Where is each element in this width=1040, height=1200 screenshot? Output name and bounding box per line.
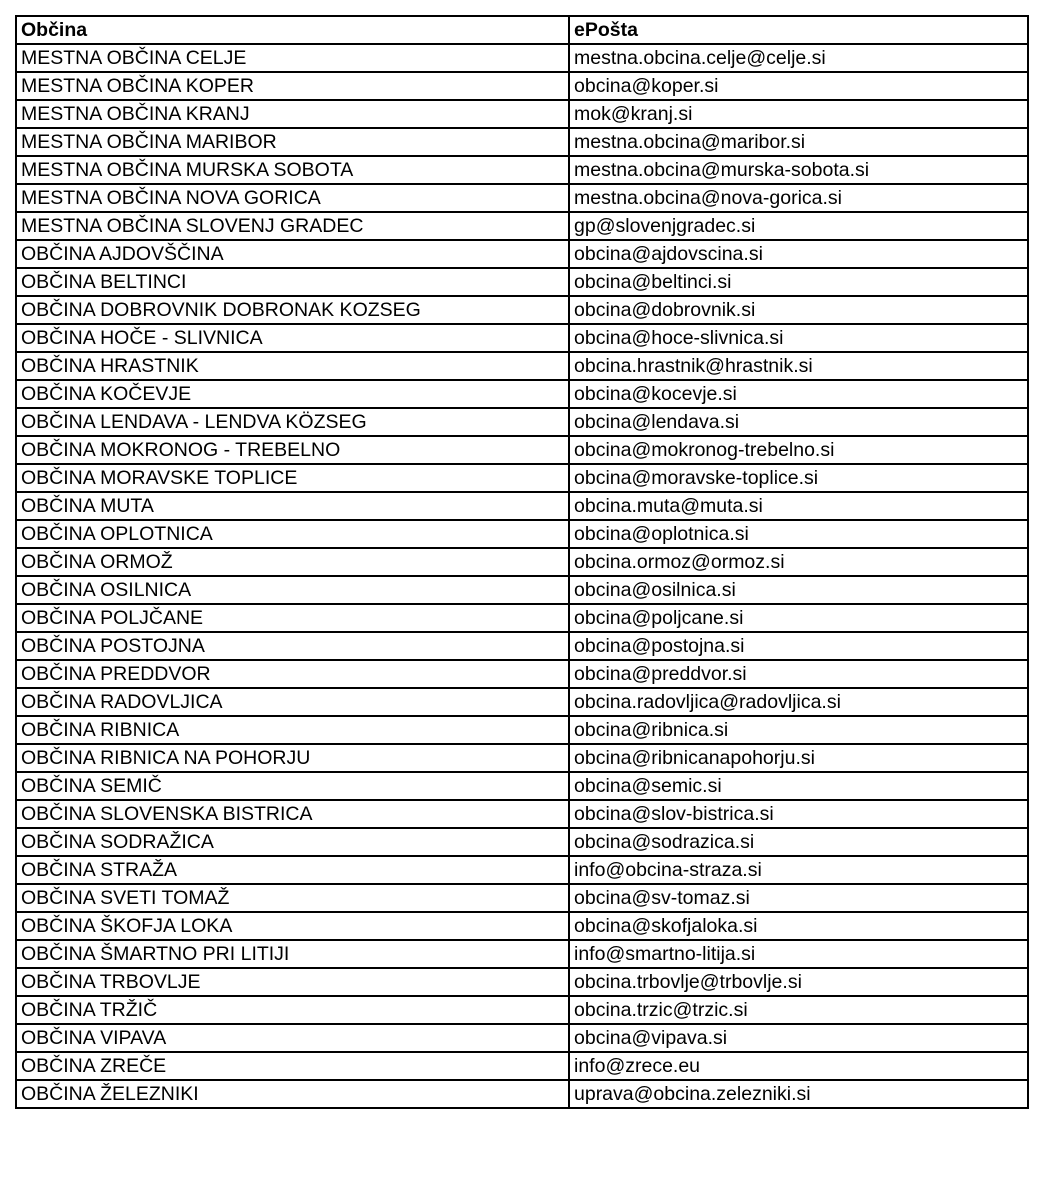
- email-cell: obcina@moravske-toplice.si: [569, 464, 1028, 492]
- municipality-name-cell: OBČINA KOČEVJE: [16, 380, 569, 408]
- table-body: [16, 44, 1028, 1108]
- email-cell: obcina@koper.si: [569, 72, 1028, 100]
- table-row: [16, 996, 1028, 1024]
- municipality-name-cell: MESTNA OBČINA KRANJ: [16, 100, 569, 128]
- email-cell: mestna.obcina.celje@celje.si: [569, 44, 1028, 72]
- email-cell: obcina@hoce-slivnica.si: [569, 324, 1028, 352]
- municipality-name-cell: OBČINA DOBROVNIK DOBRONAK KOZSEG: [16, 296, 569, 324]
- table-row: [16, 464, 1028, 492]
- email-cell: obcina@sv-tomaz.si: [569, 884, 1028, 912]
- table-row: [16, 324, 1028, 352]
- table-row: [16, 548, 1028, 576]
- municipality-name-cell: OBČINA TRBOVLJE: [16, 968, 569, 996]
- municipality-name-cell: OBČINA ZREČE: [16, 1052, 569, 1080]
- municipality-name-cell: OBČINA MUTA: [16, 492, 569, 520]
- table-row: [16, 1080, 1028, 1108]
- email-cell: obcina@vipava.si: [569, 1024, 1028, 1052]
- email-cell: info@smartno-litija.si: [569, 940, 1028, 968]
- email-cell: mok@kranj.si: [569, 100, 1028, 128]
- table-row: [16, 940, 1028, 968]
- email-cell: obcina.ormoz@ormoz.si: [569, 548, 1028, 576]
- email-cell: obcina@ribnicanapohorju.si: [569, 744, 1028, 772]
- email-cell: obcina.radovljica@radovljica.si: [569, 688, 1028, 716]
- table-row: [16, 912, 1028, 940]
- table-row: [16, 268, 1028, 296]
- municipality-name-cell: OBČINA POLJČANE: [16, 604, 569, 632]
- email-cell: obcina@lendava.si: [569, 408, 1028, 436]
- municipality-name-cell: MESTNA OBČINA NOVA GORICA: [16, 184, 569, 212]
- table-row: [16, 716, 1028, 744]
- municipality-name-cell: MESTNA OBČINA CELJE: [16, 44, 569, 72]
- table-row: [16, 212, 1028, 240]
- table-row: [16, 296, 1028, 324]
- email-cell: obcina.trzic@trzic.si: [569, 996, 1028, 1024]
- email-cell: obcina.muta@muta.si: [569, 492, 1028, 520]
- table-row: [16, 632, 1028, 660]
- table-row: [16, 436, 1028, 464]
- email-cell: mestna.obcina@nova-gorica.si: [569, 184, 1028, 212]
- email-cell: obcina@ajdovscina.si: [569, 240, 1028, 268]
- table-row: [16, 520, 1028, 548]
- table-row: [16, 352, 1028, 380]
- email-cell: obcina@semic.si: [569, 772, 1028, 800]
- email-cell: obcina@ribnica.si: [569, 716, 1028, 744]
- municipality-name-cell: OBČINA SVETI TOMAŽ: [16, 884, 569, 912]
- table-row: [16, 660, 1028, 688]
- email-cell: obcina@oplotnica.si: [569, 520, 1028, 548]
- email-cell: obcina@skofjaloka.si: [569, 912, 1028, 940]
- municipality-name-cell: OBČINA AJDOVŠČINA: [16, 240, 569, 268]
- municipality-name-cell: OBČINA SLOVENSKA BISTRICA: [16, 800, 569, 828]
- table-row: [16, 380, 1028, 408]
- table-row: [16, 156, 1028, 184]
- email-cell: obcina@sodrazica.si: [569, 828, 1028, 856]
- email-cell: obcina.hrastnik@hrastnik.si: [569, 352, 1028, 380]
- table-row: [16, 772, 1028, 800]
- email-cell: obcina@dobrovnik.si: [569, 296, 1028, 324]
- municipality-name-cell: MESTNA OBČINA MARIBOR: [16, 128, 569, 156]
- email-cell: obcina@mokronog-trebelno.si: [569, 436, 1028, 464]
- table-row: [16, 744, 1028, 772]
- header-row: [16, 16, 1028, 44]
- municipality-name-cell: OBČINA PREDDVOR: [16, 660, 569, 688]
- municipality-name-cell: OBČINA ORMOŽ: [16, 548, 569, 576]
- municipality-name-cell: MESTNA OBČINA MURSKA SOBOTA: [16, 156, 569, 184]
- table-row: [16, 1024, 1028, 1052]
- email-cell: mestna.obcina@murska-sobota.si: [569, 156, 1028, 184]
- municipality-name-cell: OBČINA TRŽIČ: [16, 996, 569, 1024]
- municipality-email-table: [15, 15, 1029, 1109]
- municipality-name-cell: OBČINA VIPAVA: [16, 1024, 569, 1052]
- municipality-name-cell: OBČINA SEMIČ: [16, 772, 569, 800]
- municipality-name-cell: OBČINA RIBNICA NA POHORJU: [16, 744, 569, 772]
- table-row: [16, 1052, 1028, 1080]
- municipality-name-cell: OBČINA ŠKOFJA LOKA: [16, 912, 569, 940]
- table-row: [16, 968, 1028, 996]
- email-cell: obcina@preddvor.si: [569, 660, 1028, 688]
- column-header-municipality: Občina: [16, 16, 569, 44]
- municipality-name-cell: OBČINA HOČE - SLIVNICA: [16, 324, 569, 352]
- municipality-name-cell: MESTNA OBČINA SLOVENJ GRADEC: [16, 212, 569, 240]
- municipality-name-cell: OBČINA POSTOJNA: [16, 632, 569, 660]
- table-row: [16, 828, 1028, 856]
- municipality-name-cell: OBČINA HRASTNIK: [16, 352, 569, 380]
- municipality-name-cell: MESTNA OBČINA KOPER: [16, 72, 569, 100]
- table-row: [16, 100, 1028, 128]
- table-row: [16, 492, 1028, 520]
- municipality-name-cell: OBČINA RIBNICA: [16, 716, 569, 744]
- email-cell: obcina@poljcane.si: [569, 604, 1028, 632]
- email-cell: gp@slovenjgradec.si: [569, 212, 1028, 240]
- email-cell: obcina@osilnica.si: [569, 576, 1028, 604]
- table-row: [16, 184, 1028, 212]
- municipality-name-cell: OBČINA MOKRONOG - TREBELNO: [16, 436, 569, 464]
- table-row: [16, 44, 1028, 72]
- municipality-name-cell: OBČINA BELTINCI: [16, 268, 569, 296]
- municipality-name-cell: OBČINA ŽELEZNIKI: [16, 1080, 569, 1108]
- municipality-name-cell: OBČINA ŠMARTNO PRI LITIJI: [16, 940, 569, 968]
- table-row: [16, 240, 1028, 268]
- municipality-name-cell: OBČINA OPLOTNICA: [16, 520, 569, 548]
- municipality-name-cell: OBČINA RADOVLJICA: [16, 688, 569, 716]
- email-cell: obcina@beltinci.si: [569, 268, 1028, 296]
- table-row: [16, 604, 1028, 632]
- municipality-name-cell: OBČINA LENDAVA - LENDVA KÖZSEG: [16, 408, 569, 436]
- table-row: [16, 576, 1028, 604]
- email-cell: uprava@obcina.zelezniki.si: [569, 1080, 1028, 1108]
- table-row: [16, 884, 1028, 912]
- email-cell: info@obcina-straza.si: [569, 856, 1028, 884]
- email-cell: obcina.trbovlje@trbovlje.si: [569, 968, 1028, 996]
- table-row: [16, 72, 1028, 100]
- email-cell: info@zrece.eu: [569, 1052, 1028, 1080]
- table-row: [16, 128, 1028, 156]
- municipality-name-cell: OBČINA OSILNICA: [16, 576, 569, 604]
- email-cell: obcina@postojna.si: [569, 632, 1028, 660]
- email-cell: obcina@kocevje.si: [569, 380, 1028, 408]
- municipality-name-cell: OBČINA STRAŽA: [16, 856, 569, 884]
- column-header-email: ePošta: [569, 16, 1028, 44]
- table-row: [16, 856, 1028, 884]
- table-row: [16, 408, 1028, 436]
- municipality-name-cell: OBČINA SODRAŽICA: [16, 828, 569, 856]
- municipality-name-cell: OBČINA MORAVSKE TOPLICE: [16, 464, 569, 492]
- table-row: [16, 688, 1028, 716]
- table-row: [16, 800, 1028, 828]
- email-cell: mestna.obcina@maribor.si: [569, 128, 1028, 156]
- email-cell: obcina@slov-bistrica.si: [569, 800, 1028, 828]
